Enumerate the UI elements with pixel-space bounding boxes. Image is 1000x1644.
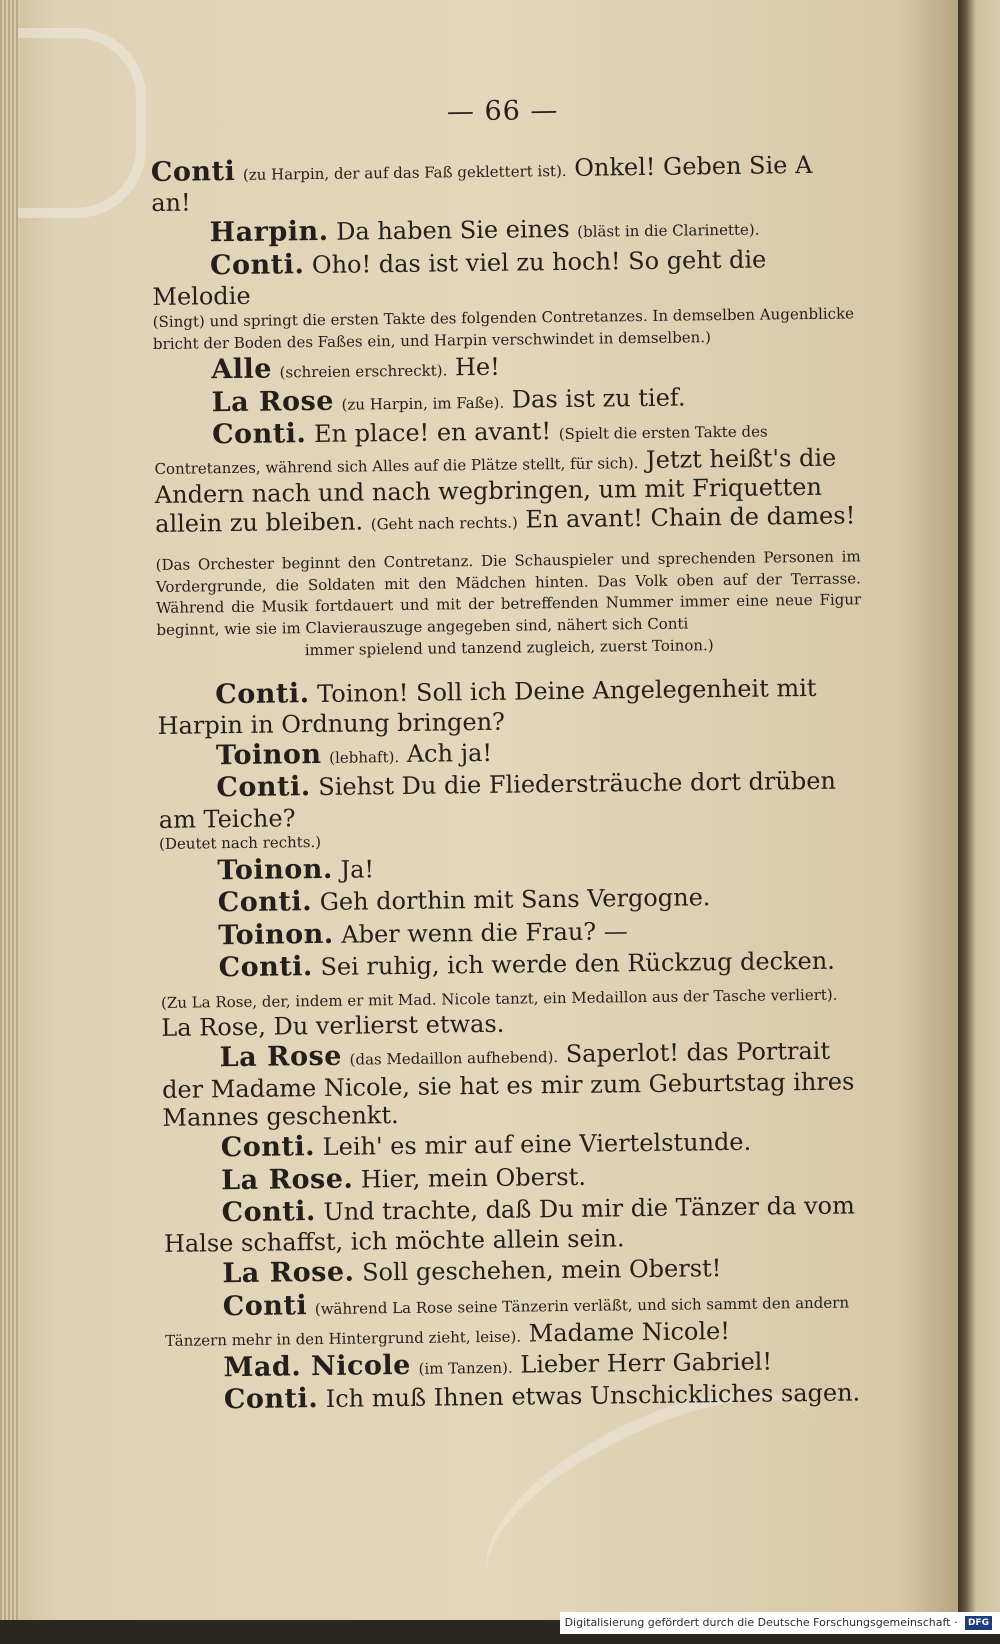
stage-direction: (während La Rose seine Tänzerin verläßt, und sich sammt den andern Tänzern mehr in den Hintergrund zieht, leise).	[165, 1293, 850, 1350]
dialogue: Oho! das ist viel zu hoch! So geht die Melodie	[152, 245, 767, 311]
speaker: Conti.	[215, 677, 310, 710]
speaker: Conti.	[211, 418, 307, 451]
dialogue: La Rose, Du verlierst etwas.	[161, 1010, 505, 1043]
speaker: Toinon	[215, 738, 322, 772]
dialogue: Sei ruhig, ich werde den Rückzug decken.	[320, 946, 836, 982]
digitization-footer	[560, 1612, 1000, 1634]
page-number: — 66 —	[446, 95, 559, 128]
speaker: Conti.	[209, 248, 305, 281]
speaker: La Rose	[211, 385, 335, 418]
speaker: Conti.	[216, 771, 311, 804]
dialogue: Da haben Sie eines	[336, 215, 570, 246]
dialogue: Toinon! Soll ich Deine Angelegenheit mit Harpin in Ordnung bringen?	[157, 673, 817, 740]
speaker: Conti.	[221, 1196, 317, 1229]
speaker: Alle	[211, 353, 273, 386]
stage-text: (Das Orchester beginnt den Contretanz. Die Schauspieler und sprechenden Personen im Vordergrunde, die Soldaten mit den Mädchen hinten. Das Volk oben auf der Terrasse. Während die Musik fortdauert und mit der betreffenden Nummer immer eine neue Figur beginnt, wie sie im Clavierauszuge angegeben sind, nähert sich Conti	[155, 547, 862, 640]
stage-direction: (zu Harpin, im Faße).	[341, 393, 505, 414]
dialogue: Jetzt heißt's die Andern nach und nach wegbringen, um mit Friquetten allein zu bleiben.	[154, 444, 837, 538]
dialogue: Lieber Herr Gabriel!	[520, 1347, 773, 1379]
stage-direction: (lebhaft).	[329, 747, 400, 767]
stage-direction: (das Medaillon aufhebend).	[349, 1048, 559, 1069]
dialogue: En avant! Chain de dames!	[525, 501, 856, 534]
line-9	[158, 764, 864, 834]
stage-direction: (bläst in die Clarinette).	[577, 220, 760, 241]
dialogue: Das ist zu tief.	[511, 383, 686, 414]
paper-clip-top	[18, 28, 146, 218]
footer-text: Digitalisierung gefördert durch die Deutsche Forschungsgemeinschaft ·	[564, 1616, 958, 1629]
page-edge	[0, 0, 18, 1620]
speaker: Conti	[222, 1289, 308, 1322]
line-7	[157, 671, 863, 741]
speaker: Harpin.	[209, 216, 329, 249]
dialogue: Siehst Du die Fliedersträuche dort drüben am Teiche?	[158, 766, 837, 834]
speaker: La Rose.	[221, 1163, 354, 1196]
book-gutter	[958, 0, 1000, 1620]
stage-direction: (Geht nach rechts.)	[370, 513, 518, 534]
speaker: Toinon.	[218, 918, 334, 952]
dialogue: Saperlot! das Portrait der Madame Nicole, sie hat es mir zum Geburtstag ihres Mannes geschenkt.	[161, 1037, 855, 1133]
line-1	[151, 148, 857, 218]
dialogue: Und trachte, daß Du mir die Tänzer da vom Halse schaffst, ich möchte allein sein.	[163, 1191, 855, 1259]
line-6	[154, 411, 860, 538]
stage-text-last: immer spielend und tanzend zugleich, zuerst Toinon.)	[304, 635, 714, 659]
dialogue: En place! en avant!	[313, 417, 552, 449]
page-content	[150, 91, 871, 1417]
line-17	[163, 1189, 869, 1259]
dialogue: Ich muß Ihnen etwas Unschickliches sagen.	[325, 1378, 861, 1414]
stage-direction: (Zu La Rose, der, indem er mit Mad. Nicole tanzt, ein Medaillon aus der Tasche verliert).	[160, 985, 838, 1012]
speaker: Conti.	[220, 1131, 316, 1164]
line-13	[160, 945, 866, 1044]
stage-direction-block: (Singt) und springt die ersten Takte des folgenden Contretanzes. In demselben Augenblicke bricht der Boden des Faßes ein, und Harpin verschwindet in demselben.)	[152, 304, 855, 353]
speaker: Conti.	[217, 886, 313, 919]
dfg-logo-icon: DFG	[965, 1616, 992, 1630]
dialogue: Soll geschehen, mein Oberst!	[361, 1254, 722, 1287]
dialogue: Onkel! Geben Sie A an!	[151, 150, 813, 218]
dialogue: Aber wenn die Frau? —	[341, 917, 628, 949]
speaker: Mad. Nicole	[223, 1349, 412, 1383]
dialogue: Leih' es mir auf eine Viertelstunde.	[322, 1127, 752, 1162]
stage-direction-paragraph	[156, 546, 862, 663]
speaker: La Rose	[219, 1040, 343, 1074]
speaker: Toinon.	[217, 853, 334, 887]
stage-direction: (schreien erschreckt).	[279, 361, 448, 382]
line-3	[152, 242, 858, 312]
stage-direction: (im Tanzen).	[418, 1358, 513, 1378]
dialogue: Geh dorthin mit Sans Vergogne.	[319, 883, 711, 917]
dialogue: Ja!	[340, 855, 375, 884]
dialogue: Ach ja!	[406, 738, 493, 768]
stage-direction-line: (Deutet nach rechts.)	[158, 833, 322, 854]
speaker: La Rose.	[222, 1256, 355, 1290]
stage-direction: (Spielt die ersten Takte des Contretanzes, während sich Alles auf die Plätze stellt, für sich).	[154, 422, 768, 479]
stage-direction: (zu Harpin, der auf das Faß geklettert ist).	[242, 161, 567, 184]
speaker: Conti.	[223, 1383, 319, 1416]
dialogue: Hier, mein Oberst.	[360, 1162, 587, 1194]
speaker: Conti.	[218, 951, 314, 984]
dialogue: Madame Nicole!	[528, 1316, 731, 1348]
speaker: Conti	[150, 155, 236, 188]
line-19	[165, 1283, 871, 1353]
line-14	[162, 1035, 868, 1134]
dialogue: He!	[454, 353, 500, 382]
